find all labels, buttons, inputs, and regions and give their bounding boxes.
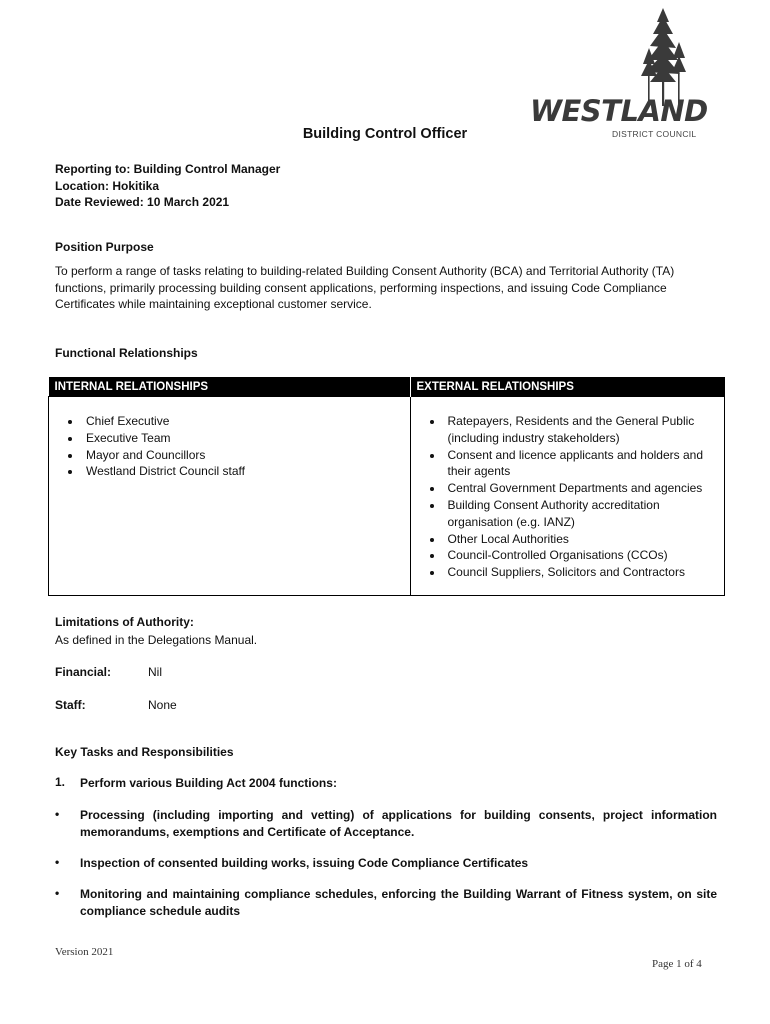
internal-list (55, 413, 404, 480)
task-number: 1. (55, 775, 66, 789)
document-title: Building Control Officer (302, 126, 468, 142)
relationships-table (48, 377, 725, 596)
westland-logo (528, 8, 708, 139)
reporting-to: Reporting to: Building Control Manager (55, 162, 281, 176)
financial-row (55, 665, 162, 679)
list-item: • Building Consent Authority accreditation organisation (e.g. IANZ) (444, 497, 719, 531)
staff-value: None (148, 698, 177, 712)
footer-page-number: Page 1 of 4 (652, 958, 702, 970)
list-item: • Council Suppliers, Solicitors and Contractors (444, 564, 719, 581)
list-item: • Consent and licence applicants and holders and their agents (444, 447, 719, 481)
task-text: Perform various Building Act 2004 functions: (80, 776, 337, 790)
external-cell (410, 397, 725, 596)
external-header: EXTERNAL RELATIONSHIPS (410, 377, 725, 397)
footer-version: Version 2021 (55, 946, 114, 958)
bullet-icon: • (55, 855, 60, 869)
tasks-heading: Key Tasks and Responsibilities (55, 745, 234, 759)
list-item: • Chief Executive (82, 413, 404, 430)
logo-subtitle: DISTRICT COUNCIL (612, 129, 697, 139)
list-item: • Central Government Departments and agencies (444, 480, 719, 497)
task-bullet (55, 807, 717, 841)
financial-value: Nil (148, 665, 162, 679)
internal-header: INTERNAL RELATIONSHIPS (49, 377, 411, 397)
purpose-text: To perform a range of tasks relating to building-related Building Consent Authority (BCA) and Territorial Authority (TA) functions, primarily processing building consent applications, performing inspections, and issuing Code Compliance Certificates while maintaining exceptional customer service. (55, 264, 675, 312)
limitations-heading: Limitations of Authority: (55, 615, 194, 629)
task-bullet (55, 855, 717, 872)
task-text: Processing (including importing and vetting) of applications for building consents, project information memorandums, exemptions and Certificate of Acceptance. (80, 808, 717, 839)
logo-wordmark: WESTLAND (530, 94, 708, 128)
financial-label: Financial: (55, 665, 112, 679)
list-item: • Executive Team (82, 430, 404, 447)
bullet-icon: • (55, 807, 60, 821)
internal-cell (49, 397, 411, 596)
external-list (417, 413, 719, 581)
list-item: • Ratepayers, Residents and the General Public (including industry stakeholders) (444, 413, 719, 447)
bullet-icon: • (55, 886, 60, 900)
task-bullet (55, 886, 717, 920)
list-item: • Westland District Council staff (82, 463, 404, 480)
purpose-heading: Position Purpose (55, 240, 154, 254)
relationships-heading: Functional Relationships (55, 346, 198, 360)
list-item: • Mayor and Councillors (82, 447, 404, 464)
tree-icon (638, 8, 688, 108)
task-text: Inspection of consented building works, issuing Code Compliance Certificates (80, 856, 529, 870)
location: Location: Hokitika (55, 178, 160, 193)
staff-row (55, 698, 177, 712)
staff-label: Staff: (55, 698, 86, 712)
list-item: • Other Local Authorities (444, 531, 719, 548)
list-item: • Council-Controlled Organisations (CCOs) (444, 547, 719, 564)
task-text: Monitoring and maintaining compliance schedules, enforcing the Building Warrant of Fitness system, on site compliance schedule audits (80, 887, 717, 918)
task-item-1 (55, 775, 717, 792)
date-reviewed: Date Reviewed: 10 March 2021 (55, 195, 230, 209)
meta-block (55, 161, 280, 211)
limitations-text: As defined in the Delegations Manual. (55, 633, 258, 647)
